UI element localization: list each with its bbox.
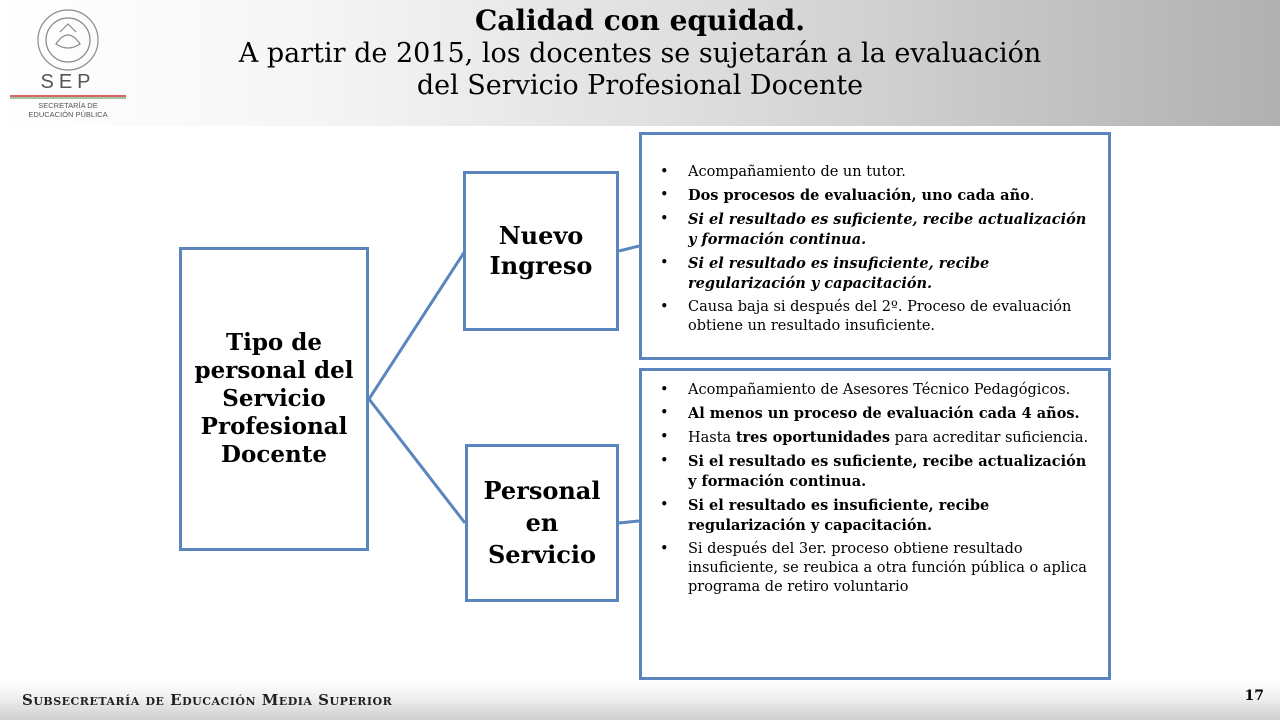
- nuevo-ingreso-box: [463, 171, 619, 331]
- list-item: • Si después del 3er. proceso obtiene resultado insuficiente, se reubica a otra función pública o aplica programa de retiro voluntario: [652, 540, 1098, 597]
- list-item: • Acompañamiento de Asesores Técnico Pedagógicos.: [652, 381, 1098, 400]
- personal-servicio-details: [639, 368, 1111, 680]
- list-item: • Si el resultado es insuficiente, recibe regularización y capacitación.: [652, 254, 1098, 294]
- personal-servicio-box: [465, 444, 619, 602]
- root-label: Tipo de personal del Servicio Profesional Docente: [194, 329, 354, 468]
- svg-text:SECRETARÍA DE: SECRETARÍA DE: [38, 101, 98, 110]
- connector-servicio-detail: [619, 521, 639, 523]
- list-item: • Dos procesos de evaluación, uno cada año.: [652, 186, 1098, 206]
- list-item: • Al menos un proceso de evaluación cada 4 años.: [652, 404, 1098, 424]
- slide-subtitle-line2: del Servicio Profesional Docente: [416, 70, 864, 101]
- slide-subtitle-line1: A partir de 2015, los docentes se sujetarán a la evaluación: [238, 38, 1042, 69]
- nuevo-ingreso-label: Nuevo Ingreso: [489, 221, 593, 280]
- connector-nuevo-detail: [619, 246, 639, 251]
- list-item: • Si el resultado es insuficiente, recibe regularización y capacitación.: [652, 496, 1098, 536]
- list-item: • Hasta tres oportunidades para acreditar suficiencia.: [652, 428, 1098, 448]
- footer-text: Subsecretaría de Educación Media Superior: [22, 691, 393, 709]
- svg-text:EDUCACIÓN PÚBLICA: EDUCACIÓN PÚBLICA: [28, 110, 108, 119]
- slide-title: Calidad con equidad.: [474, 4, 805, 37]
- list-item: • Si el resultado es suficiente, recibe actualización y formación continua.: [652, 452, 1098, 492]
- list-item: • Acompañamiento de un tutor.: [652, 163, 1098, 182]
- connector-root-nuevo: [369, 251, 465, 399]
- personal-servicio-label: Personal en Servicio: [483, 476, 601, 569]
- list-item: • Si el resultado es suficiente, recibe actualización y formación continua.: [652, 210, 1098, 250]
- connector-root-servicio: [369, 399, 465, 523]
- list-item: • Causa baja si después del 2º. Proceso de evaluación obtiene un resultado insuficiente.: [652, 298, 1098, 336]
- root-box: [179, 247, 369, 551]
- nuevo-ingreso-details: [639, 132, 1111, 360]
- page-number: 17: [1244, 688, 1264, 704]
- svg-text:SEP: SEP: [40, 71, 96, 93]
